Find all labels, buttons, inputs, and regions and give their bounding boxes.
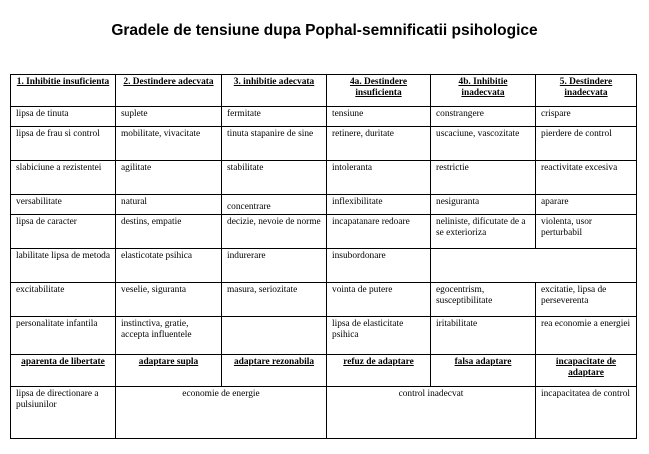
conclusion-cell: aparenta de libertate [11,355,116,387]
table-cell: tensiune [327,107,431,127]
header-cell: 5. Destindere inadecvata [536,75,637,107]
header-cell: 2. Destindere adecvata [116,75,222,107]
table-cell: tinuta stapanire de sine [222,127,327,161]
table-cell: restrictie [431,161,536,195]
table-cell: intoleranta [327,161,431,195]
table-cell: violenta, usor perturbabil [536,215,637,249]
table-cell-empty [431,249,637,283]
table-row [11,127,637,161]
table-row [11,161,637,195]
table-cell: lipsa de caracter [11,215,116,249]
table-cell: lipsa de tinuta [11,107,116,127]
table-row [11,195,637,215]
header-cell: 3. inhibitie adecvata [222,75,327,107]
final-row [11,387,637,439]
conclusion-cell: adaptare rezonabila [222,355,327,387]
table-cell: vointa de putere [327,283,431,317]
table-cell: nesiguranta [431,195,536,215]
table-row [11,317,637,355]
table-cell: slabiciune a rezistentei [11,161,116,195]
table-cell: egocentrism, susceptibilitate [431,283,536,317]
table-cell: masura, seriozitate [222,283,327,317]
conclusion-cell: falsa adaptare [431,355,536,387]
table-cell: personalitate infantila [11,317,116,355]
header-cell: 4b. Inhibitie inadecvata [431,75,536,107]
table-cell-merged: control inadecvat [327,387,536,439]
tension-grades-table [10,74,637,439]
table-cell: fermitate [222,107,327,127]
table-cell: elasticotate psihica [116,249,222,283]
table-cell: iritabilitate [431,317,536,355]
table-cell: versabilitate [11,195,116,215]
table-cell: lipsa de frau si control [11,127,116,161]
table-cell: mobilitate, vivacitate [116,127,222,161]
table-row [11,249,637,283]
table-cell: pierdere de control [536,127,637,161]
table-cell: destins, empatie [116,215,222,249]
table-cell: natural [116,195,222,215]
table-cell: veselie, siguranta [116,283,222,317]
table-cell: insubordonare [327,249,431,283]
table-cell: incapacitatea de control [536,387,637,439]
table-header-row [11,75,637,107]
conclusion-cell: adaptare supla [116,355,222,387]
table-row [11,107,637,127]
table-cell: incapatanare redoare [327,215,431,249]
conclusion-row [11,355,637,387]
table-cell: decizie, nevoie de norme [222,215,327,249]
table-cell: lipsa de elasticitate psihica [327,317,431,355]
table-cell: rea economie a energiei [536,317,637,355]
table-cell-merged: economie de energie [116,387,327,439]
table-cell: concentrare [222,195,327,215]
table-cell: constrangere [431,107,536,127]
table-cell: agilitate [116,161,222,195]
header-cell: 1. Inhibitie insuficienta [11,75,116,107]
table-cell: crispare [536,107,637,127]
table-row [11,283,637,317]
table-cell: aparare [536,195,637,215]
conclusion-cell: incapacitate de adaptare [536,355,637,387]
table-cell: labilitate lipsa de metoda [11,249,116,283]
conclusion-cell: refuz de adaptare [327,355,431,387]
table-cell-empty [222,317,327,355]
table-cell: stabilitate [222,161,327,195]
table-cell: reactivitate excesiva [536,161,637,195]
table-cell: retinere, duritate [327,127,431,161]
table-cell: excitabilitate [11,283,116,317]
page-title: Gradele de tensiune dupa Pophal-semnificatii psihologice [111,22,538,39]
table-cell: inflexibilitate [327,195,431,215]
table-cell: instinctiva, gratie, accepta influentele [116,317,222,355]
table-cell: suplete [116,107,222,127]
table-cell: lipsa de directionare a pulsiunilor [11,387,116,439]
table-cell: indurerare [222,249,327,283]
header-cell: 4a. Destindere insuficienta [327,75,431,107]
table-row [11,215,637,249]
table-cell: neliniste, dificutate de a se exterioriza [431,215,536,249]
table-cell: excitatie, lipsa de perseverenta [536,283,637,317]
table-cell: uscaciune, vascozitate [431,127,536,161]
